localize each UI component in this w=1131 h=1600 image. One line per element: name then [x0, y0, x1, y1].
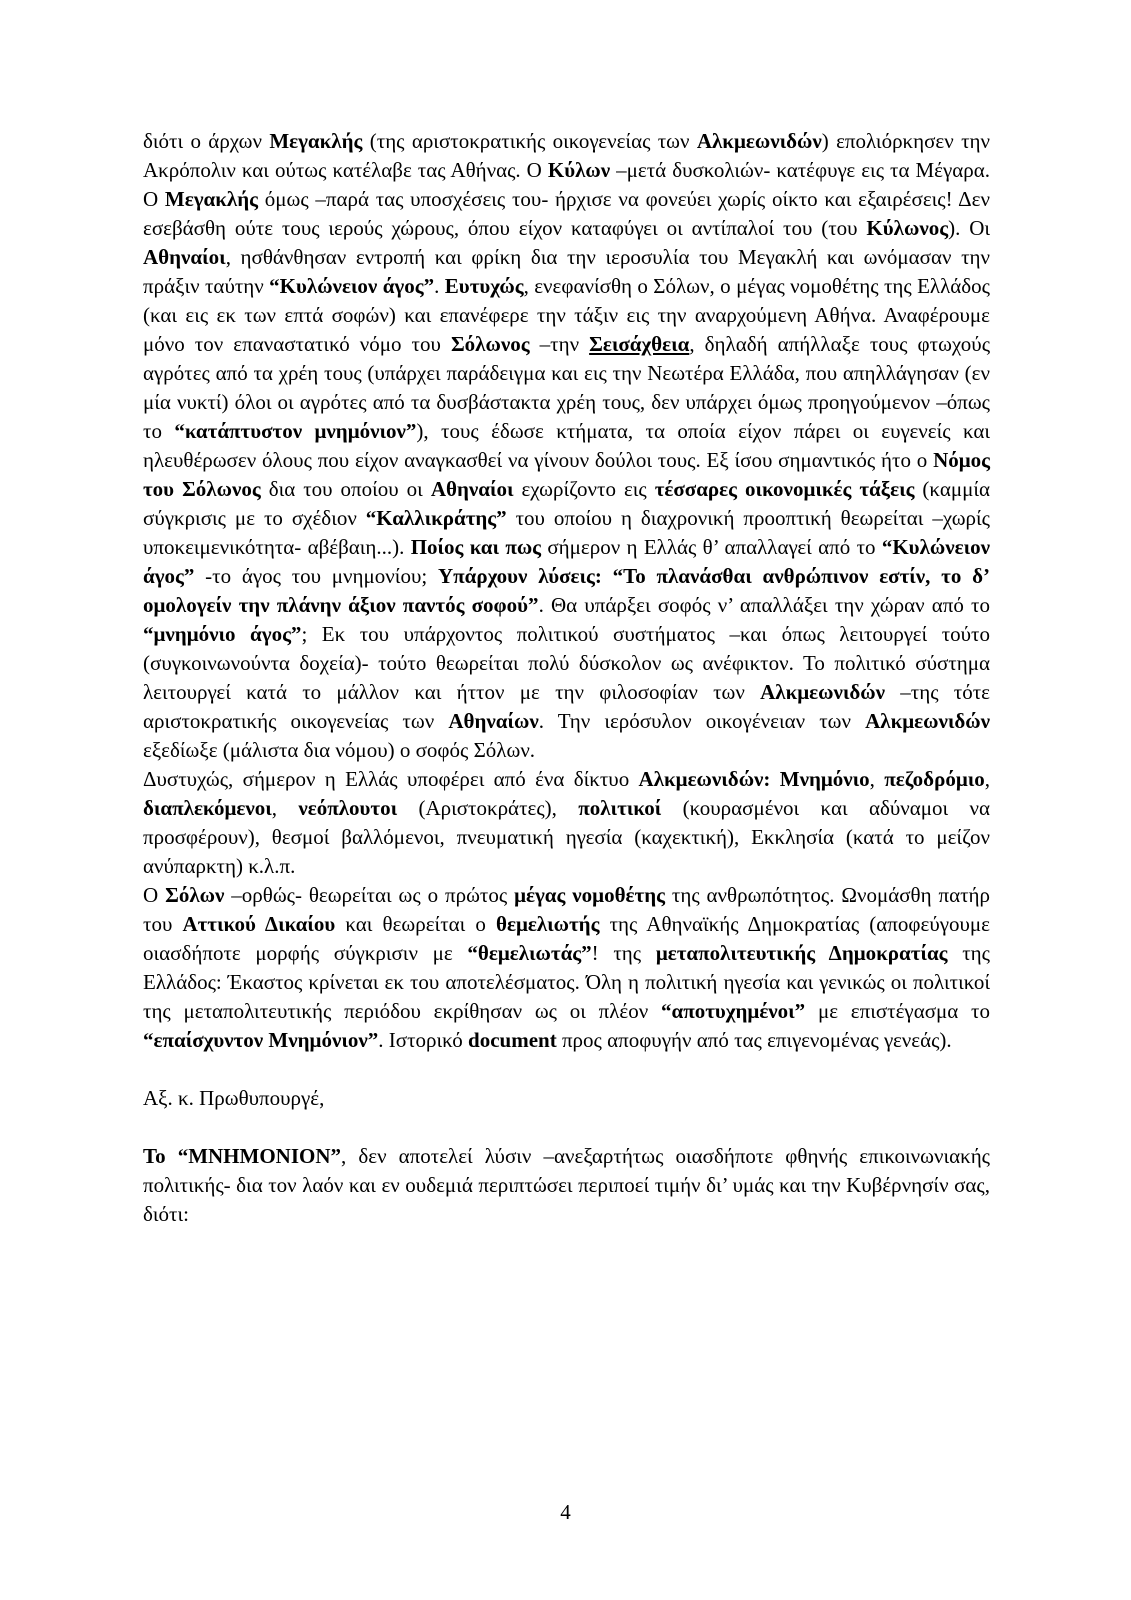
text-run: “κατάπτυστον μνημόνιον”: [174, 419, 417, 443]
text-run: (της αριστοκρατικής οικογενείας των: [362, 129, 697, 153]
text-run: Ο: [143, 883, 166, 907]
text-run: όμως –παρά τας υποσχέσεις του- ήρχισε να φονεύει χωρίς οίκτο και εξαιρέσεις! Δεν εσεβάσθη ούτε τους ιερούς χώρους, όπου είχον καταφύγει οι αντίπαλοί του (του: [143, 187, 990, 240]
text-run: Μεγακλής: [164, 187, 259, 211]
text-run: διότι ο άρχων: [143, 129, 270, 153]
page-number: 4: [560, 1500, 571, 1524]
paragraph: [143, 881, 990, 1055]
text-run: Το “ΜΝΗΜΟΝΙΟΝ”: [143, 1144, 342, 1168]
text-run: ). Οι: [948, 216, 991, 240]
text-run: εχωρίζοντο εις: [513, 477, 655, 501]
text-run: “Κυλώνειον άγος”: [269, 274, 435, 298]
paragraph: [143, 1142, 990, 1229]
text-run: Νόμος του Σόλωνος: [143, 448, 990, 501]
text-run: εξεδίωξε (μάλιστα δια νόμου) ο σοφός Σόλων.: [143, 738, 536, 762]
text-run: δια του οποίου οι: [260, 477, 431, 501]
text-run: της Αθηναϊκής Δημοκρατίας (αποφεύγουμε οιασδήποτε μορφής σύγκρισιν με: [143, 912, 990, 965]
text-run: . Την ιερόσυλον οικογένειαν των: [538, 709, 866, 733]
text-run: θεμελιωτής: [496, 912, 600, 936]
text-run: Αλκμεωνιδών: Μνημόνιο: [638, 767, 870, 791]
text-run: “επαίσχυντον Μνημόνιον”: [143, 1028, 379, 1052]
text-run: ! της: [591, 941, 656, 965]
text-run: , δηλαδή απήλλαξε τους φτωχούς αγρότες από τα χρέη τους (υπάρχει παράδειγμα και εις την Νεωτέρα Ελλάδα, που απηλλάγησαν (εν μία νυκτί) όλοι οι αγρότες από τα δυσβάστακτα χρέη τους, δεν υπάρχει όμως προηγούμενον –όπως το: [143, 332, 991, 443]
text-run: “αποτυχημένοι”: [660, 999, 806, 1023]
text-run: Υπάρχουν λύσεις: “Το πλανάσθαι ανθρώπινον εστίν, το δ’ ομολογείν την πλάνην άξιον παντός σοφού”: [143, 564, 990, 617]
text-run: Αθηναίων: [448, 709, 539, 733]
text-run: Αξ. κ. Πρωθυπουργέ,: [143, 1086, 325, 1110]
paragraph: [143, 127, 990, 765]
text-run: και θεωρείται ο: [335, 912, 497, 936]
document-body: [143, 127, 990, 1229]
text-run: “μνημόνιο άγος”: [143, 622, 302, 646]
text-run: σήμερον η Ελλάς θ’ απαλλαγεί από το: [541, 535, 882, 559]
text-run: ) επολιόρκησεν την Ακρόπολιν και ούτως κατέλαβε τας Αθήνας. Ο: [143, 129, 990, 182]
text-run: , δεν αποτελεί λύσιν –ανεξαρτήτως οιασδήποτε φθηνής επικοινωνιακής πολιτικής- δια τον λαόν και εν ουδεμιά περιπτώσει περιποεί τιμήν δι’ υμάς και την Κυβέρνησίν σας, διότι:: [143, 1144, 990, 1226]
text-run: “Κυλώνειον άγος”: [143, 535, 990, 588]
text-run: “Καλλικράτης”: [365, 506, 507, 530]
text-run: ,: [869, 767, 885, 791]
text-run: “θεμελιωτάς”: [467, 941, 592, 965]
text-run: Μεγακλής: [269, 129, 363, 153]
text-run: document: [468, 1028, 557, 1052]
text-run: Αλκμεωνιδών: [865, 709, 990, 733]
text-run: μέγας νομοθέτης: [514, 883, 665, 907]
paragraph: [143, 1084, 990, 1113]
text-run: –μετά δυσκολιών- κατέφυγε εις τα Μέγαρα. Ο: [143, 158, 990, 211]
text-run: πεζοδρόμιο: [884, 767, 985, 791]
text-run: ), τους έδωσε κτήματα, τα οποία είχον πάρει οι ευγενείς και ηλευθέρωσεν όλους που είχον αναγκασθεί να γίνουν δούλοι τους. Εξ ίσου σημαντικός ήτο ο: [143, 419, 990, 472]
text-run: –ορθώς- θεωρείται ως ο πρώτος: [224, 883, 515, 907]
text-run: (κουρασμένοι και αδύναμοι να προσφέρουν), θεσμοί βαλλόμενοι, πνευματική ηγεσία (καχεκτική), Εκκλησία (κατά το μείζον ανύπαρκτη) κ.λ.π.: [143, 796, 990, 878]
text-run: Δυστυχώς, σήμερον η Ελλάς υποφέρει από ένα δίκτυο: [143, 767, 639, 791]
text-run: .: [434, 274, 445, 298]
text-run: του οποίου η διαχρονική προοπτική θεωρείται –χωρίς υποκειμενικότητα- αβέβαιη...).: [143, 506, 990, 559]
text-run: πολιτικοί: [578, 796, 662, 820]
text-run: (Αριστοκράτες),: [397, 796, 579, 820]
text-run: . Θα υπάρξει σοφός ν’ απαλλάξει την χώραν από το: [538, 593, 990, 617]
text-run: -το άγος του μνημονίου;: [194, 564, 438, 588]
text-run: ; Εκ του υπάρχοντος πολιτικού συστήματος –και όπως λειτουργεί τούτο (συγκοινωνούντα δοχεία)- τούτο θεωρείται πολύ δύσκολον ως ανέφικτον. Το πολιτικό σύστημα λειτουργεί κατά το μάλλον και ήττον με την φιλοσοφίαν των: [143, 622, 990, 704]
text-run: Αθηναίοι: [430, 477, 514, 501]
text-run: , ησθάνθησαν εντροπή και φρίκη δια την ιεροσυλία του Μεγακλή και ωνόμασαν την πράξιν ταύτην: [143, 245, 990, 298]
text-run: Αττικού Δικαίου: [182, 912, 336, 936]
text-run: , ενεφανίσθη ο Σόλων, ο μέγας νομοθέτης της Ελλάδος (και εις εκ των επτά σοφών) και επανέφερε την τάξιν εις την αναρχούμενη Αθήνα. Αναφέρουμε μόνο τον επαναστατικό νόμο του: [143, 274, 990, 356]
text-run: Αθηναίοι: [143, 245, 226, 269]
text-run: διαπλεκόμενοι: [143, 796, 272, 820]
text-run: νεόπλουτοι: [298, 796, 398, 820]
text-run: Σεισάχθεια: [589, 332, 690, 356]
text-run: Αλκμεωνιδών: [696, 129, 822, 153]
text-run: Σόλων: [165, 883, 225, 907]
text-run: –της τότε αριστοκρατικής οικογενείας των: [143, 680, 990, 733]
text-run: Αλκμεωνιδών: [760, 680, 886, 704]
text-run: προς αποφυγήν από τας επιγενομένας γενεάς).: [556, 1028, 952, 1052]
text-run: (καμμία σύγκρισις με το σχέδιον: [143, 477, 990, 530]
text-run: Σόλωνος: [450, 332, 530, 356]
text-run: της ανθρωπότητος. Ωνομάσθη πατήρ του: [143, 883, 991, 936]
text-run: Ευτυχώς: [444, 274, 524, 298]
text-run: ,: [271, 796, 299, 820]
text-run: Κύλων: [547, 158, 611, 182]
text-run: της Ελλάδος: Έκαστος κρίνεται εκ του αποτελέσματος. Όλη η πολιτική ηγεσία και γενικώς οι πολιτικοί της μεταπολιτευτικής περιόδου εκρίθησαν ως οι πλέον: [143, 941, 990, 1023]
text-run: –την: [529, 332, 590, 356]
text-run: . Ιστορικό: [378, 1028, 469, 1052]
text-run: τέσσαρες οικονομικές τάξεις: [654, 477, 915, 501]
text-run: Ποίος και πως: [410, 535, 542, 559]
text-run: με επιστέγασμα το: [805, 999, 990, 1023]
text-run: ,: [984, 767, 990, 791]
paragraph: [143, 765, 990, 881]
text-run: μεταπολιτευτικής Δημοκρατίας: [655, 941, 948, 965]
text-run: Κύλωνος: [866, 216, 949, 240]
